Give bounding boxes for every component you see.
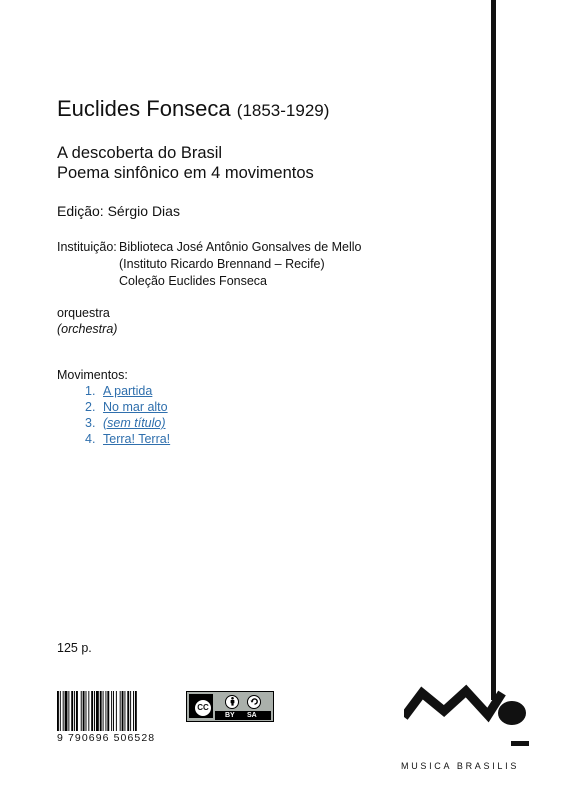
barcode-bar (91, 691, 93, 731)
barcode-digits: 9 790696 506528 (57, 732, 156, 744)
vertical-rule (491, 0, 496, 700)
movement-link-3[interactable]: (sem título) (103, 416, 166, 430)
institution-line: Biblioteca José Antônio Gonsalves de Mello (119, 240, 362, 254)
barcode-bar (83, 691, 85, 731)
share-alike-icon (247, 695, 261, 709)
barcode-bar (124, 691, 125, 731)
movement-item (57, 383, 170, 399)
movement-number: 2. (85, 400, 96, 414)
movement-link-2[interactable]: No mar alto (103, 400, 168, 414)
work-subtitle: Poema sinfônico em 4 movimentos (57, 164, 314, 182)
edition-credit: Edição: Sérgio Dias (57, 203, 180, 219)
sa-label: SA (247, 712, 257, 719)
barcode-bar (88, 691, 89, 731)
institution-label: Instituição: (57, 240, 117, 254)
barcode-bar (120, 691, 121, 731)
barcode-bar (127, 691, 129, 731)
movement-link-4[interactable]: Terra! Terra! (103, 432, 171, 446)
composer-dates: (1853-1929) (236, 101, 330, 120)
barcode-bar (107, 691, 109, 731)
barcode-bar (135, 691, 137, 731)
barcode-bar (63, 691, 64, 731)
work-title-block (57, 143, 314, 183)
movement-number: 3. (85, 416, 96, 430)
movements-block (57, 367, 170, 447)
composer-name: Euclides Fonseca (57, 96, 231, 121)
barcode-bar (71, 691, 73, 731)
barcode-bar (76, 691, 78, 731)
publisher-name: MUSICA BRASILIS (401, 761, 520, 771)
institution-line: Coleção Euclides Fonseca (119, 274, 267, 288)
barcode-bar (65, 691, 68, 731)
barcode-bar (113, 691, 114, 731)
barcode-bar (133, 691, 134, 731)
barcode-bar (105, 691, 106, 731)
instrumentation-pt: orquestra (57, 306, 110, 320)
barcode-bar (74, 691, 75, 731)
by-label: BY (225, 712, 235, 719)
movement-item (57, 399, 170, 415)
instrumentation-block (57, 305, 117, 337)
page-count: 125 p. (57, 641, 92, 655)
barcode-bar (68, 691, 69, 731)
cc-license-badge[interactable] (186, 691, 274, 722)
movement-number: 1. (85, 384, 96, 398)
composer-heading (57, 96, 329, 122)
barcode-bar (86, 691, 87, 731)
movement-item (57, 415, 170, 431)
barcode-bar (96, 691, 99, 731)
barcode-bar (122, 691, 124, 731)
movement-link-1[interactable]: A partida (103, 384, 153, 398)
movements-heading: Movimentos: (57, 368, 128, 382)
institution-line: (Instituto Ricardo Brennand – Recife) (119, 257, 325, 271)
barcode-bars (57, 691, 167, 731)
barcode-bar (111, 691, 112, 731)
barcode-bar (81, 691, 82, 731)
movement-number: 4. (85, 432, 96, 446)
barcode-bar (103, 691, 104, 731)
barcode-bar (94, 691, 95, 731)
work-title: A descoberta do Brasil (57, 144, 223, 162)
instrumentation-en: (orchestra) (57, 322, 118, 336)
barcode-bar (100, 691, 102, 731)
musica-brasilis-logo (404, 663, 534, 773)
barcode-bar (130, 691, 131, 731)
barcode-bar (116, 691, 117, 731)
barcode-bar (60, 691, 61, 731)
movement-item (57, 431, 170, 447)
cc-icon: CC (193, 698, 213, 718)
barcode-bar (57, 691, 59, 731)
movements-list (57, 383, 170, 447)
person-icon (225, 695, 239, 709)
barcode (57, 691, 167, 744)
